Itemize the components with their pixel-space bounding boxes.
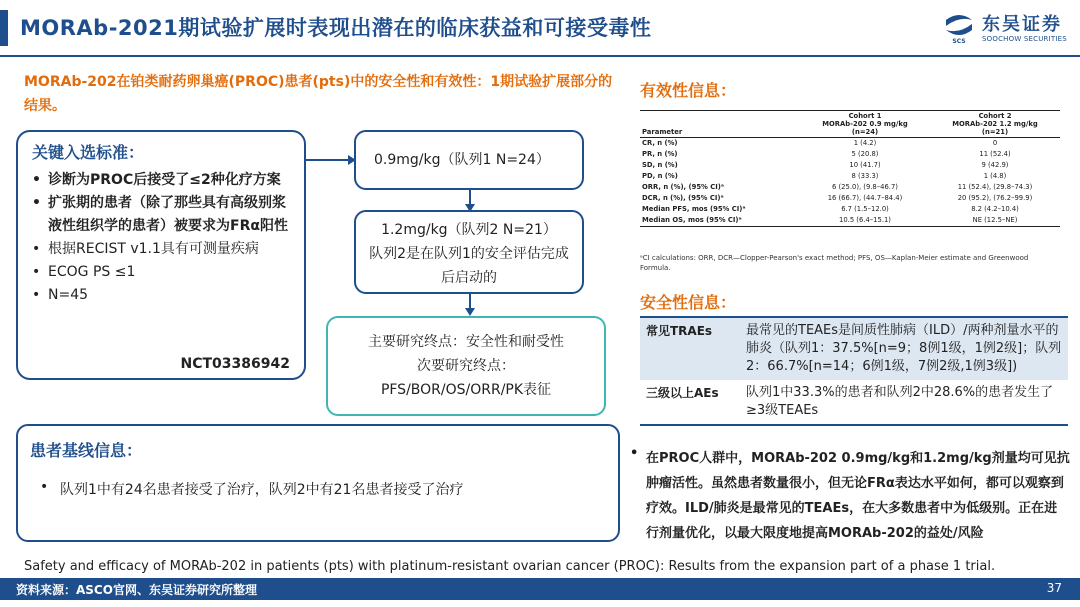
- arrow-right-icon: [306, 150, 356, 170]
- header-divider: [0, 55, 1080, 57]
- logo-text-en: SOOCHOW SECURITIES: [982, 35, 1067, 43]
- col2-line1: Cohort 2: [978, 112, 1012, 120]
- table-row: [640, 380, 1068, 425]
- header-accent-bar: [0, 10, 8, 46]
- slide-header: [0, 0, 1080, 56]
- arrow-down-icon: [462, 190, 478, 212]
- table-row: [640, 317, 1068, 380]
- cell-c2: 11 (52.4), (29.8–74.3): [957, 183, 1033, 191]
- cell-c1: 10 (41.7): [849, 161, 881, 169]
- cell-param: PR, n (%): [642, 150, 678, 158]
- baseline-box: [16, 424, 620, 542]
- criteria-box: [16, 130, 306, 380]
- table-header-row: [640, 111, 1060, 138]
- table-row: [640, 160, 1060, 171]
- baseline-item: • 队列1中有24名患者接受了治疗，队列2中有21名患者接受了治疗: [30, 479, 606, 499]
- efficacy-title: 有效性信息：: [640, 81, 737, 100]
- cohort1-label: 0.9mg/kg（队列1 N=24）: [374, 152, 550, 168]
- conclusion-bullet: •: [630, 446, 639, 461]
- table-row: [640, 182, 1060, 193]
- table-footnote: ᵃCI calculations: ORR, DCR—Clopper-Pearson's exact method; PFS, OS—Kaplan-Meier estimate and Greenwood Formula.: [640, 254, 1029, 272]
- arrow-down-icon: [462, 294, 478, 316]
- cell-c1: 16 (66.7), (44.7–84.4): [827, 194, 903, 202]
- cell-param: ORR, n (%), (95% CI)ᵃ: [642, 183, 724, 191]
- cell-c1: 1 (4.2): [853, 139, 877, 147]
- cell-c2: 8.2 (4.2–10.4): [971, 205, 1019, 213]
- criteria-item: • N=45: [32, 284, 290, 307]
- safety-table: [640, 316, 1068, 426]
- cell-c1: 6 (25.0), (9.8–46.7): [832, 183, 898, 191]
- cohort2-box: [354, 210, 584, 294]
- col1-line3: (n=24): [851, 128, 879, 136]
- col-header: [800, 111, 930, 138]
- endpoints-box: [326, 316, 606, 416]
- criteria-item: • 诊断为PROC后接受了≤2种化疗方案: [32, 169, 290, 192]
- conclusion-text: 在PROC人群中，MORAb-202 0.9mg/kg和1.2mg/kg剂量均可见抗肿瘤活性。虽然患者数量很小，但无论FRα表达水平如何，都可以观察到疗效。ILD/肺炎是最常见的TEAEs，在大多数患者中为低级别。正在进行剂量优化，以最大限度地提高MORAb-202的益处/风险: [646, 451, 1070, 541]
- cell-c2: 0: [992, 139, 998, 147]
- criteria-title: 关键入选标准：: [32, 143, 145, 162]
- criteria-item: • ECOG PS ≤1: [32, 261, 290, 284]
- secondary-endpoint-list: PFS/BOR/OS/ORR/PK表征: [380, 382, 552, 398]
- cell-c1: 6.7 (1.5–12.0): [841, 205, 889, 213]
- table-row: [640, 171, 1060, 182]
- cell-param: PD, n (%): [642, 172, 678, 180]
- criteria-list: [32, 169, 290, 307]
- footer-source: 资料来源：ASCO官网、东吴证券研究所整理: [16, 583, 257, 597]
- table-row: [640, 215, 1060, 227]
- criteria-item: • 根据RECIST v1.1具有可测量疾病: [32, 238, 290, 261]
- cohort1-box: [354, 130, 584, 190]
- safety-value: 最常见的TEAEs是间质性肺病（ILD）/两种剂量水平的肺炎（队列1：37.5%[n=9；8例1级，1例2级]；队列2：66.7%[n=14；6例1级，7例2级,1例3级]): [740, 317, 1068, 380]
- safety-key: 三级以上AEs: [646, 386, 719, 400]
- col-header: Parameter: [642, 128, 683, 136]
- table-row: [640, 138, 1060, 150]
- cell-param: DCR, n (%), (95% CI)ᵃ: [642, 194, 724, 202]
- col1-line2: MORAb-202 0.9 mg/kg: [822, 120, 908, 128]
- cell-c2: 1 (4.8): [983, 172, 1007, 180]
- cell-param: CR, n (%): [642, 139, 678, 147]
- brand-logo: [942, 8, 1074, 48]
- cell-param: Median OS, mos (95% CI)ᵃ: [642, 216, 742, 224]
- cell-c2: NE (12.5–NE): [972, 216, 1018, 224]
- criteria-item: • 扩张期的患者（除了那些具有高级别浆液性组织学的患者）被要求为FRα阳性: [32, 192, 290, 238]
- intro-text: MORAb-202在铂类耐药卵巢癌(PROC)患者(pts)中的安全性和有效性：1期试验扩展部分的结果。: [24, 74, 613, 114]
- secondary-endpoint-label: 次要研究终点：: [417, 358, 515, 374]
- cell-c1: 10.5 (6.4–15.1): [839, 216, 891, 224]
- logo-mark-icon: [942, 10, 976, 44]
- baseline-title: 患者基线信息：: [30, 441, 143, 460]
- cell-c1: 5 (20.8): [851, 150, 879, 158]
- col-header: [930, 111, 1060, 138]
- english-caption: Safety and efficacy of MORAb-202 in patients (pts) with platinum-resistant ovarian cancer (PROC): Results from the expansion part of a phase 1 trial.: [24, 559, 996, 574]
- cell-c2: 20 (95.2), (76.2–99.9): [957, 194, 1033, 202]
- table-row: [640, 204, 1060, 215]
- col2-line3: (n=21): [981, 128, 1009, 136]
- logo-text-cn: 东吴证券: [982, 14, 1062, 35]
- cell-c1: 8 (33.3): [851, 172, 879, 180]
- page-title: MORAb-2021期试验扩展时表现出潜在的临床获益和可接受毒性: [20, 16, 652, 40]
- safety-title: 安全性信息：: [640, 293, 737, 312]
- cell-param: Median PFS, mos (95% CI)ᵃ: [642, 205, 746, 213]
- table-row: [640, 149, 1060, 160]
- page-number: 37: [1046, 581, 1062, 595]
- col2-line2: MORAb-202 1.2 mg/kg: [952, 120, 1038, 128]
- safety-value: 队列1中33.3%的患者和队列2中28.6%的患者发生了≥3级TEAEs: [746, 385, 1054, 418]
- cell-c2: 11 (52.4): [979, 150, 1011, 158]
- logo-mark-text: SCS: [952, 38, 966, 44]
- safety-key: 常见TRAEs: [640, 317, 740, 380]
- table-row: [640, 193, 1060, 204]
- efficacy-table: [640, 110, 1060, 227]
- primary-endpoint: 主要研究终点：安全性和耐受性: [368, 334, 564, 350]
- cell-c2: 9 (42.9): [981, 161, 1009, 169]
- col1-line1: Cohort 1: [848, 112, 882, 120]
- cohort2-note: 队列2是在队列1的安全评估完成后启动的: [369, 246, 569, 286]
- cell-param: SD, n (%): [642, 161, 678, 169]
- cohort2-label: 1.2mg/kg（队列2 N=21）: [381, 222, 557, 238]
- nct-id: NCT03386942: [180, 356, 290, 372]
